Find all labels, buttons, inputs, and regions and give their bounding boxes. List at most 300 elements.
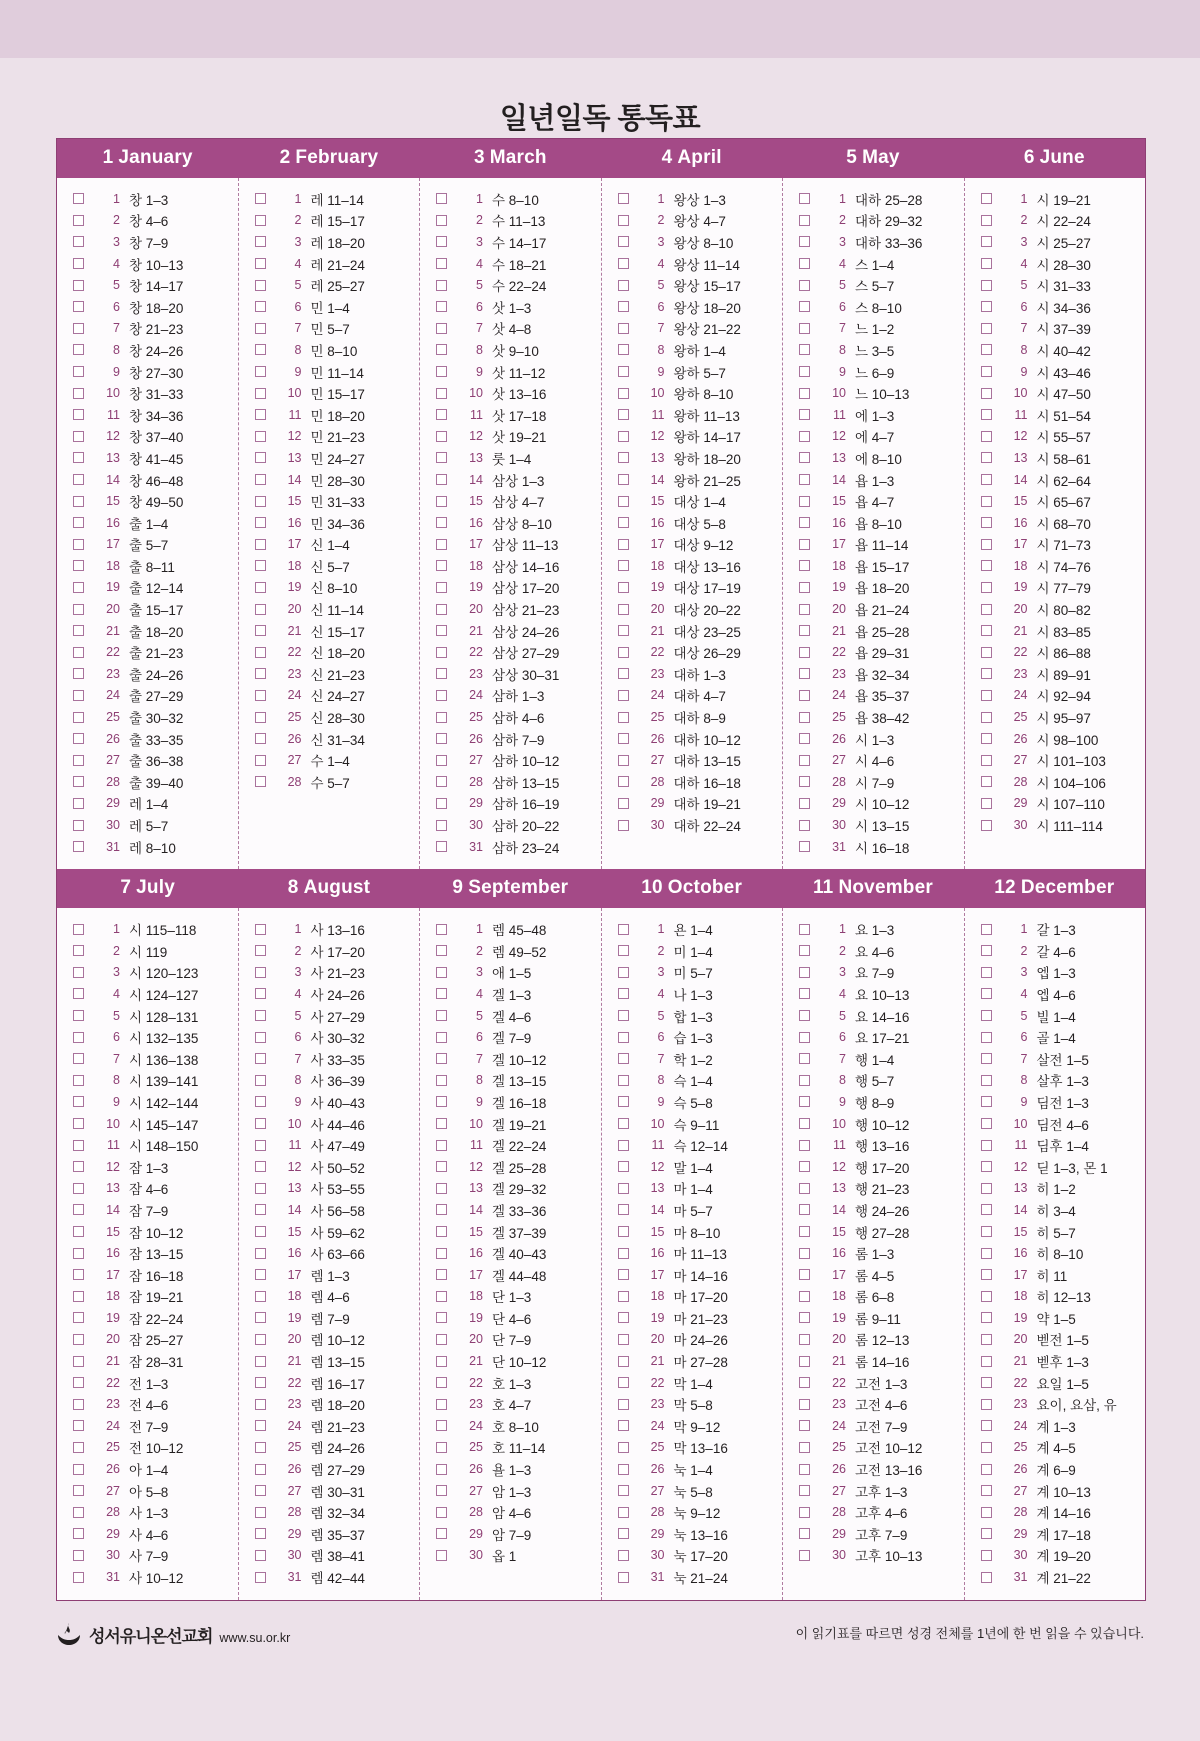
checkbox-icon[interactable]	[436, 1269, 447, 1280]
checkbox-icon[interactable]	[255, 409, 266, 420]
checkbox-icon[interactable]	[255, 924, 266, 935]
checkbox-icon[interactable]	[73, 1334, 84, 1345]
checkbox-icon[interactable]	[436, 1161, 447, 1172]
checkbox-icon[interactable]	[73, 388, 84, 399]
checkbox-icon[interactable]	[981, 820, 992, 831]
checkbox-icon[interactable]	[618, 517, 629, 528]
checkbox-icon[interactable]	[618, 1010, 629, 1021]
checkbox-icon[interactable]	[255, 1572, 266, 1583]
checkbox-icon[interactable]	[73, 1204, 84, 1215]
checkbox-icon[interactable]	[255, 1399, 266, 1410]
checkbox-icon[interactable]	[73, 733, 84, 744]
checkbox-icon[interactable]	[799, 1010, 810, 1021]
checkbox-icon[interactable]	[73, 1096, 84, 1107]
checkbox-icon[interactable]	[73, 1053, 84, 1064]
checkbox-icon[interactable]	[799, 1053, 810, 1064]
checkbox-icon[interactable]	[436, 1420, 447, 1431]
checkbox-icon[interactable]	[618, 1226, 629, 1237]
checkbox-icon[interactable]	[981, 776, 992, 787]
checkbox-icon[interactable]	[436, 452, 447, 463]
checkbox-icon[interactable]	[436, 1204, 447, 1215]
checkbox-icon[interactable]	[618, 1334, 629, 1345]
checkbox-icon[interactable]	[799, 1377, 810, 1388]
checkbox-icon[interactable]	[618, 236, 629, 247]
checkbox-icon[interactable]	[255, 1550, 266, 1561]
checkbox-icon[interactable]	[255, 647, 266, 658]
checkbox-icon[interactable]	[73, 625, 84, 636]
checkbox-icon[interactable]	[981, 945, 992, 956]
checkbox-icon[interactable]	[981, 1226, 992, 1237]
checkbox-icon[interactable]	[436, 1334, 447, 1345]
checkbox-icon[interactable]	[436, 1528, 447, 1539]
checkbox-icon[interactable]	[618, 582, 629, 593]
checkbox-icon[interactable]	[73, 582, 84, 593]
checkbox-icon[interactable]	[799, 1032, 810, 1043]
checkbox-icon[interactable]	[436, 1140, 447, 1151]
checkbox-icon[interactable]	[981, 1420, 992, 1431]
checkbox-icon[interactable]	[436, 431, 447, 442]
checkbox-icon[interactable]	[255, 1377, 266, 1388]
checkbox-icon[interactable]	[255, 193, 266, 204]
checkbox-icon[interactable]	[799, 988, 810, 999]
checkbox-icon[interactable]	[255, 988, 266, 999]
checkbox-icon[interactable]	[799, 1528, 810, 1539]
checkbox-icon[interactable]	[799, 215, 810, 226]
checkbox-icon[interactable]	[73, 798, 84, 809]
checkbox-icon[interactable]	[73, 366, 84, 377]
checkbox-icon[interactable]	[981, 1356, 992, 1367]
checkbox-icon[interactable]	[436, 560, 447, 571]
checkbox-icon[interactable]	[73, 820, 84, 831]
checkbox-icon[interactable]	[981, 988, 992, 999]
checkbox-icon[interactable]	[73, 776, 84, 787]
checkbox-icon[interactable]	[255, 1485, 266, 1496]
checkbox-icon[interactable]	[436, 733, 447, 744]
checkbox-icon[interactable]	[799, 1334, 810, 1345]
checkbox-icon[interactable]	[981, 193, 992, 204]
checkbox-icon[interactable]	[436, 1485, 447, 1496]
checkbox-icon[interactable]	[618, 733, 629, 744]
checkbox-icon[interactable]	[981, 755, 992, 766]
checkbox-icon[interactable]	[255, 258, 266, 269]
checkbox-icon[interactable]	[73, 1269, 84, 1280]
checkbox-icon[interactable]	[618, 1269, 629, 1280]
checkbox-icon[interactable]	[255, 215, 266, 226]
checkbox-icon[interactable]	[436, 301, 447, 312]
checkbox-icon[interactable]	[73, 1356, 84, 1367]
checkbox-icon[interactable]	[799, 539, 810, 550]
checkbox-icon[interactable]	[981, 1161, 992, 1172]
checkbox-icon[interactable]	[436, 236, 447, 247]
checkbox-icon[interactable]	[73, 280, 84, 291]
checkbox-icon[interactable]	[255, 560, 266, 571]
checkbox-icon[interactable]	[73, 1226, 84, 1237]
checkbox-icon[interactable]	[255, 733, 266, 744]
checkbox-icon[interactable]	[618, 945, 629, 956]
checkbox-icon[interactable]	[799, 431, 810, 442]
checkbox-icon[interactable]	[618, 496, 629, 507]
checkbox-icon[interactable]	[618, 798, 629, 809]
checkbox-icon[interactable]	[255, 1183, 266, 1194]
checkbox-icon[interactable]	[255, 1032, 266, 1043]
checkbox-icon[interactable]	[436, 820, 447, 831]
checkbox-icon[interactable]	[618, 344, 629, 355]
checkbox-icon[interactable]	[255, 945, 266, 956]
checkbox-icon[interactable]	[618, 1053, 629, 1064]
checkbox-icon[interactable]	[981, 924, 992, 935]
organization-url[interactable]: www.su.or.kr	[219, 1631, 291, 1645]
checkbox-icon[interactable]	[799, 1485, 810, 1496]
checkbox-icon[interactable]	[981, 1312, 992, 1323]
checkbox-icon[interactable]	[73, 690, 84, 701]
checkbox-icon[interactable]	[799, 1183, 810, 1194]
checkbox-icon[interactable]	[981, 798, 992, 809]
checkbox-icon[interactable]	[436, 1010, 447, 1021]
checkbox-icon[interactable]	[436, 539, 447, 550]
checkbox-icon[interactable]	[73, 193, 84, 204]
checkbox-icon[interactable]	[436, 1075, 447, 1086]
checkbox-icon[interactable]	[618, 1183, 629, 1194]
checkbox-icon[interactable]	[981, 1507, 992, 1518]
checkbox-icon[interactable]	[799, 1118, 810, 1129]
checkbox-icon[interactable]	[618, 1377, 629, 1388]
checkbox-icon[interactable]	[436, 1464, 447, 1475]
checkbox-icon[interactable]	[436, 474, 447, 485]
checkbox-icon[interactable]	[981, 712, 992, 723]
checkbox-icon[interactable]	[255, 1528, 266, 1539]
checkbox-icon[interactable]	[981, 474, 992, 485]
checkbox-icon[interactable]	[73, 712, 84, 723]
checkbox-icon[interactable]	[436, 388, 447, 399]
checkbox-icon[interactable]	[73, 945, 84, 956]
checkbox-icon[interactable]	[436, 988, 447, 999]
checkbox-icon[interactable]	[799, 733, 810, 744]
checkbox-icon[interactable]	[618, 1161, 629, 1172]
checkbox-icon[interactable]	[981, 1010, 992, 1021]
checkbox-icon[interactable]	[436, 1399, 447, 1410]
checkbox-icon[interactable]	[436, 582, 447, 593]
checkbox-icon[interactable]	[73, 1528, 84, 1539]
checkbox-icon[interactable]	[73, 474, 84, 485]
checkbox-icon[interactable]	[255, 1053, 266, 1064]
checkbox-icon[interactable]	[799, 236, 810, 247]
checkbox-icon[interactable]	[981, 1442, 992, 1453]
checkbox-icon[interactable]	[618, 1075, 629, 1086]
checkbox-icon[interactable]	[436, 1507, 447, 1518]
checkbox-icon[interactable]	[799, 366, 810, 377]
checkbox-icon[interactable]	[799, 967, 810, 978]
checkbox-icon[interactable]	[255, 1248, 266, 1259]
checkbox-icon[interactable]	[981, 668, 992, 679]
checkbox-icon[interactable]	[255, 517, 266, 528]
checkbox-icon[interactable]	[73, 539, 84, 550]
checkbox-icon[interactable]	[799, 301, 810, 312]
checkbox-icon[interactable]	[618, 625, 629, 636]
checkbox-icon[interactable]	[618, 1420, 629, 1431]
checkbox-icon[interactable]	[618, 1248, 629, 1259]
checkbox-icon[interactable]	[73, 1507, 84, 1518]
checkbox-icon[interactable]	[981, 215, 992, 226]
checkbox-icon[interactable]	[255, 1118, 266, 1129]
checkbox-icon[interactable]	[73, 1075, 84, 1086]
checkbox-icon[interactable]	[73, 604, 84, 615]
checkbox-icon[interactable]	[618, 1096, 629, 1107]
checkbox-icon[interactable]	[799, 690, 810, 701]
checkbox-icon[interactable]	[799, 1399, 810, 1410]
checkbox-icon[interactable]	[618, 258, 629, 269]
checkbox-icon[interactable]	[436, 1442, 447, 1453]
checkbox-icon[interactable]	[618, 1204, 629, 1215]
checkbox-icon[interactable]	[73, 1377, 84, 1388]
checkbox-icon[interactable]	[436, 1032, 447, 1043]
checkbox-icon[interactable]	[799, 409, 810, 420]
checkbox-icon[interactable]	[981, 690, 992, 701]
checkbox-icon[interactable]	[618, 1550, 629, 1561]
checkbox-icon[interactable]	[255, 539, 266, 550]
checkbox-icon[interactable]	[618, 1312, 629, 1323]
checkbox-icon[interactable]	[436, 690, 447, 701]
checkbox-icon[interactable]	[799, 1312, 810, 1323]
checkbox-icon[interactable]	[799, 193, 810, 204]
checkbox-icon[interactable]	[618, 539, 629, 550]
checkbox-icon[interactable]	[255, 1226, 266, 1237]
checkbox-icon[interactable]	[618, 1140, 629, 1151]
checkbox-icon[interactable]	[255, 1356, 266, 1367]
checkbox-icon[interactable]	[799, 323, 810, 334]
checkbox-icon[interactable]	[799, 1161, 810, 1172]
checkbox-icon[interactable]	[618, 690, 629, 701]
checkbox-icon[interactable]	[981, 388, 992, 399]
checkbox-icon[interactable]	[981, 1334, 992, 1345]
checkbox-icon[interactable]	[73, 1485, 84, 1496]
checkbox-icon[interactable]	[799, 625, 810, 636]
checkbox-icon[interactable]	[436, 1291, 447, 1302]
checkbox-icon[interactable]	[799, 1291, 810, 1302]
checkbox-icon[interactable]	[799, 1269, 810, 1280]
checkbox-icon[interactable]	[73, 1248, 84, 1259]
checkbox-icon[interactable]	[981, 431, 992, 442]
checkbox-icon[interactable]	[981, 1572, 992, 1583]
checkbox-icon[interactable]	[436, 193, 447, 204]
checkbox-icon[interactable]	[981, 1464, 992, 1475]
checkbox-icon[interactable]	[436, 1550, 447, 1561]
checkbox-icon[interactable]	[981, 1550, 992, 1561]
checkbox-icon[interactable]	[255, 1291, 266, 1302]
checkbox-icon[interactable]	[799, 517, 810, 528]
checkbox-icon[interactable]	[618, 1118, 629, 1129]
checkbox-icon[interactable]	[799, 841, 810, 852]
checkbox-icon[interactable]	[799, 474, 810, 485]
checkbox-icon[interactable]	[436, 1312, 447, 1323]
checkbox-icon[interactable]	[618, 1356, 629, 1367]
checkbox-icon[interactable]	[799, 712, 810, 723]
checkbox-icon[interactable]	[73, 841, 84, 852]
checkbox-icon[interactable]	[255, 582, 266, 593]
checkbox-icon[interactable]	[73, 1032, 84, 1043]
checkbox-icon[interactable]	[981, 517, 992, 528]
checkbox-icon[interactable]	[618, 193, 629, 204]
checkbox-icon[interactable]	[436, 625, 447, 636]
checkbox-icon[interactable]	[436, 1053, 447, 1064]
checkbox-icon[interactable]	[255, 388, 266, 399]
checkbox-icon[interactable]	[981, 1291, 992, 1302]
checkbox-icon[interactable]	[73, 431, 84, 442]
checkbox-icon[interactable]	[981, 967, 992, 978]
checkbox-icon[interactable]	[618, 647, 629, 658]
checkbox-icon[interactable]	[799, 1075, 810, 1086]
checkbox-icon[interactable]	[981, 733, 992, 744]
checkbox-icon[interactable]	[436, 967, 447, 978]
checkbox-icon[interactable]	[73, 1010, 84, 1021]
checkbox-icon[interactable]	[255, 1204, 266, 1215]
checkbox-icon[interactable]	[799, 1420, 810, 1431]
checkbox-icon[interactable]	[799, 1442, 810, 1453]
checkbox-icon[interactable]	[255, 452, 266, 463]
checkbox-icon[interactable]	[981, 604, 992, 615]
checkbox-icon[interactable]	[73, 1420, 84, 1431]
checkbox-icon[interactable]	[255, 1507, 266, 1518]
checkbox-icon[interactable]	[981, 1053, 992, 1064]
checkbox-icon[interactable]	[618, 323, 629, 334]
checkbox-icon[interactable]	[981, 1075, 992, 1086]
checkbox-icon[interactable]	[436, 1356, 447, 1367]
checkbox-icon[interactable]	[255, 344, 266, 355]
checkbox-icon[interactable]	[73, 988, 84, 999]
checkbox-icon[interactable]	[73, 560, 84, 571]
checkbox-icon[interactable]	[799, 280, 810, 291]
checkbox-icon[interactable]	[255, 1420, 266, 1431]
checkbox-icon[interactable]	[73, 755, 84, 766]
checkbox-icon[interactable]	[436, 1248, 447, 1259]
checkbox-icon[interactable]	[618, 366, 629, 377]
checkbox-icon[interactable]	[255, 668, 266, 679]
checkbox-icon[interactable]	[799, 452, 810, 463]
checkbox-icon[interactable]	[618, 452, 629, 463]
checkbox-icon[interactable]	[799, 924, 810, 935]
checkbox-icon[interactable]	[73, 344, 84, 355]
checkbox-icon[interactable]	[799, 755, 810, 766]
checkbox-icon[interactable]	[618, 776, 629, 787]
checkbox-icon[interactable]	[255, 1140, 266, 1151]
checkbox-icon[interactable]	[618, 967, 629, 978]
checkbox-icon[interactable]	[981, 1248, 992, 1259]
checkbox-icon[interactable]	[981, 344, 992, 355]
checkbox-icon[interactable]	[799, 1356, 810, 1367]
checkbox-icon[interactable]	[618, 474, 629, 485]
checkbox-icon[interactable]	[981, 1204, 992, 1215]
checkbox-icon[interactable]	[799, 798, 810, 809]
checkbox-icon[interactable]	[799, 1204, 810, 1215]
checkbox-icon[interactable]	[981, 496, 992, 507]
checkbox-icon[interactable]	[255, 474, 266, 485]
checkbox-icon[interactable]	[981, 366, 992, 377]
checkbox-icon[interactable]	[618, 560, 629, 571]
checkbox-icon[interactable]	[436, 1118, 447, 1129]
checkbox-icon[interactable]	[73, 236, 84, 247]
checkbox-icon[interactable]	[981, 1032, 992, 1043]
checkbox-icon[interactable]	[799, 1140, 810, 1151]
checkbox-icon[interactable]	[436, 517, 447, 528]
checkbox-icon[interactable]	[981, 452, 992, 463]
checkbox-icon[interactable]	[436, 755, 447, 766]
checkbox-icon[interactable]	[255, 776, 266, 787]
checkbox-icon[interactable]	[618, 820, 629, 831]
checkbox-icon[interactable]	[255, 1010, 266, 1021]
checkbox-icon[interactable]	[981, 1183, 992, 1194]
checkbox-icon[interactable]	[73, 1572, 84, 1583]
checkbox-icon[interactable]	[799, 344, 810, 355]
checkbox-icon[interactable]	[618, 215, 629, 226]
checkbox-icon[interactable]	[981, 323, 992, 334]
checkbox-icon[interactable]	[618, 1507, 629, 1518]
checkbox-icon[interactable]	[255, 755, 266, 766]
checkbox-icon[interactable]	[255, 1442, 266, 1453]
checkbox-icon[interactable]	[436, 712, 447, 723]
checkbox-icon[interactable]	[799, 776, 810, 787]
checkbox-icon[interactable]	[618, 604, 629, 615]
checkbox-icon[interactable]	[255, 1334, 266, 1345]
checkbox-icon[interactable]	[799, 945, 810, 956]
checkbox-icon[interactable]	[73, 1291, 84, 1302]
checkbox-icon[interactable]	[436, 668, 447, 679]
checkbox-icon[interactable]	[618, 1572, 629, 1583]
checkbox-icon[interactable]	[436, 841, 447, 852]
checkbox-icon[interactable]	[436, 1096, 447, 1107]
checkbox-icon[interactable]	[255, 431, 266, 442]
checkbox-icon[interactable]	[981, 236, 992, 247]
checkbox-icon[interactable]	[981, 258, 992, 269]
checkbox-icon[interactable]	[799, 582, 810, 593]
checkbox-icon[interactable]	[618, 1399, 629, 1410]
checkbox-icon[interactable]	[981, 539, 992, 550]
checkbox-icon[interactable]	[981, 1269, 992, 1280]
checkbox-icon[interactable]	[981, 1118, 992, 1129]
checkbox-icon[interactable]	[73, 967, 84, 978]
checkbox-icon[interactable]	[73, 1464, 84, 1475]
checkbox-icon[interactable]	[73, 1550, 84, 1561]
checkbox-icon[interactable]	[73, 647, 84, 658]
checkbox-icon[interactable]	[255, 280, 266, 291]
checkbox-icon[interactable]	[618, 1032, 629, 1043]
checkbox-icon[interactable]	[799, 1550, 810, 1561]
checkbox-icon[interactable]	[618, 1442, 629, 1453]
checkbox-icon[interactable]	[73, 1140, 84, 1151]
checkbox-icon[interactable]	[73, 323, 84, 334]
checkbox-icon[interactable]	[73, 1183, 84, 1194]
checkbox-icon[interactable]	[255, 323, 266, 334]
checkbox-icon[interactable]	[618, 668, 629, 679]
checkbox-icon[interactable]	[618, 924, 629, 935]
checkbox-icon[interactable]	[436, 604, 447, 615]
checkbox-icon[interactable]	[73, 1442, 84, 1453]
checkbox-icon[interactable]	[618, 1464, 629, 1475]
checkbox-icon[interactable]	[73, 409, 84, 420]
checkbox-icon[interactable]	[73, 668, 84, 679]
checkbox-icon[interactable]	[436, 323, 447, 334]
checkbox-icon[interactable]	[73, 301, 84, 312]
checkbox-icon[interactable]	[618, 280, 629, 291]
checkbox-icon[interactable]	[436, 647, 447, 658]
checkbox-icon[interactable]	[436, 366, 447, 377]
checkbox-icon[interactable]	[799, 1226, 810, 1237]
checkbox-icon[interactable]	[73, 1118, 84, 1129]
checkbox-icon[interactable]	[981, 1377, 992, 1388]
checkbox-icon[interactable]	[436, 409, 447, 420]
checkbox-icon[interactable]	[981, 560, 992, 571]
checkbox-icon[interactable]	[73, 517, 84, 528]
checkbox-icon[interactable]	[255, 625, 266, 636]
checkbox-icon[interactable]	[618, 755, 629, 766]
